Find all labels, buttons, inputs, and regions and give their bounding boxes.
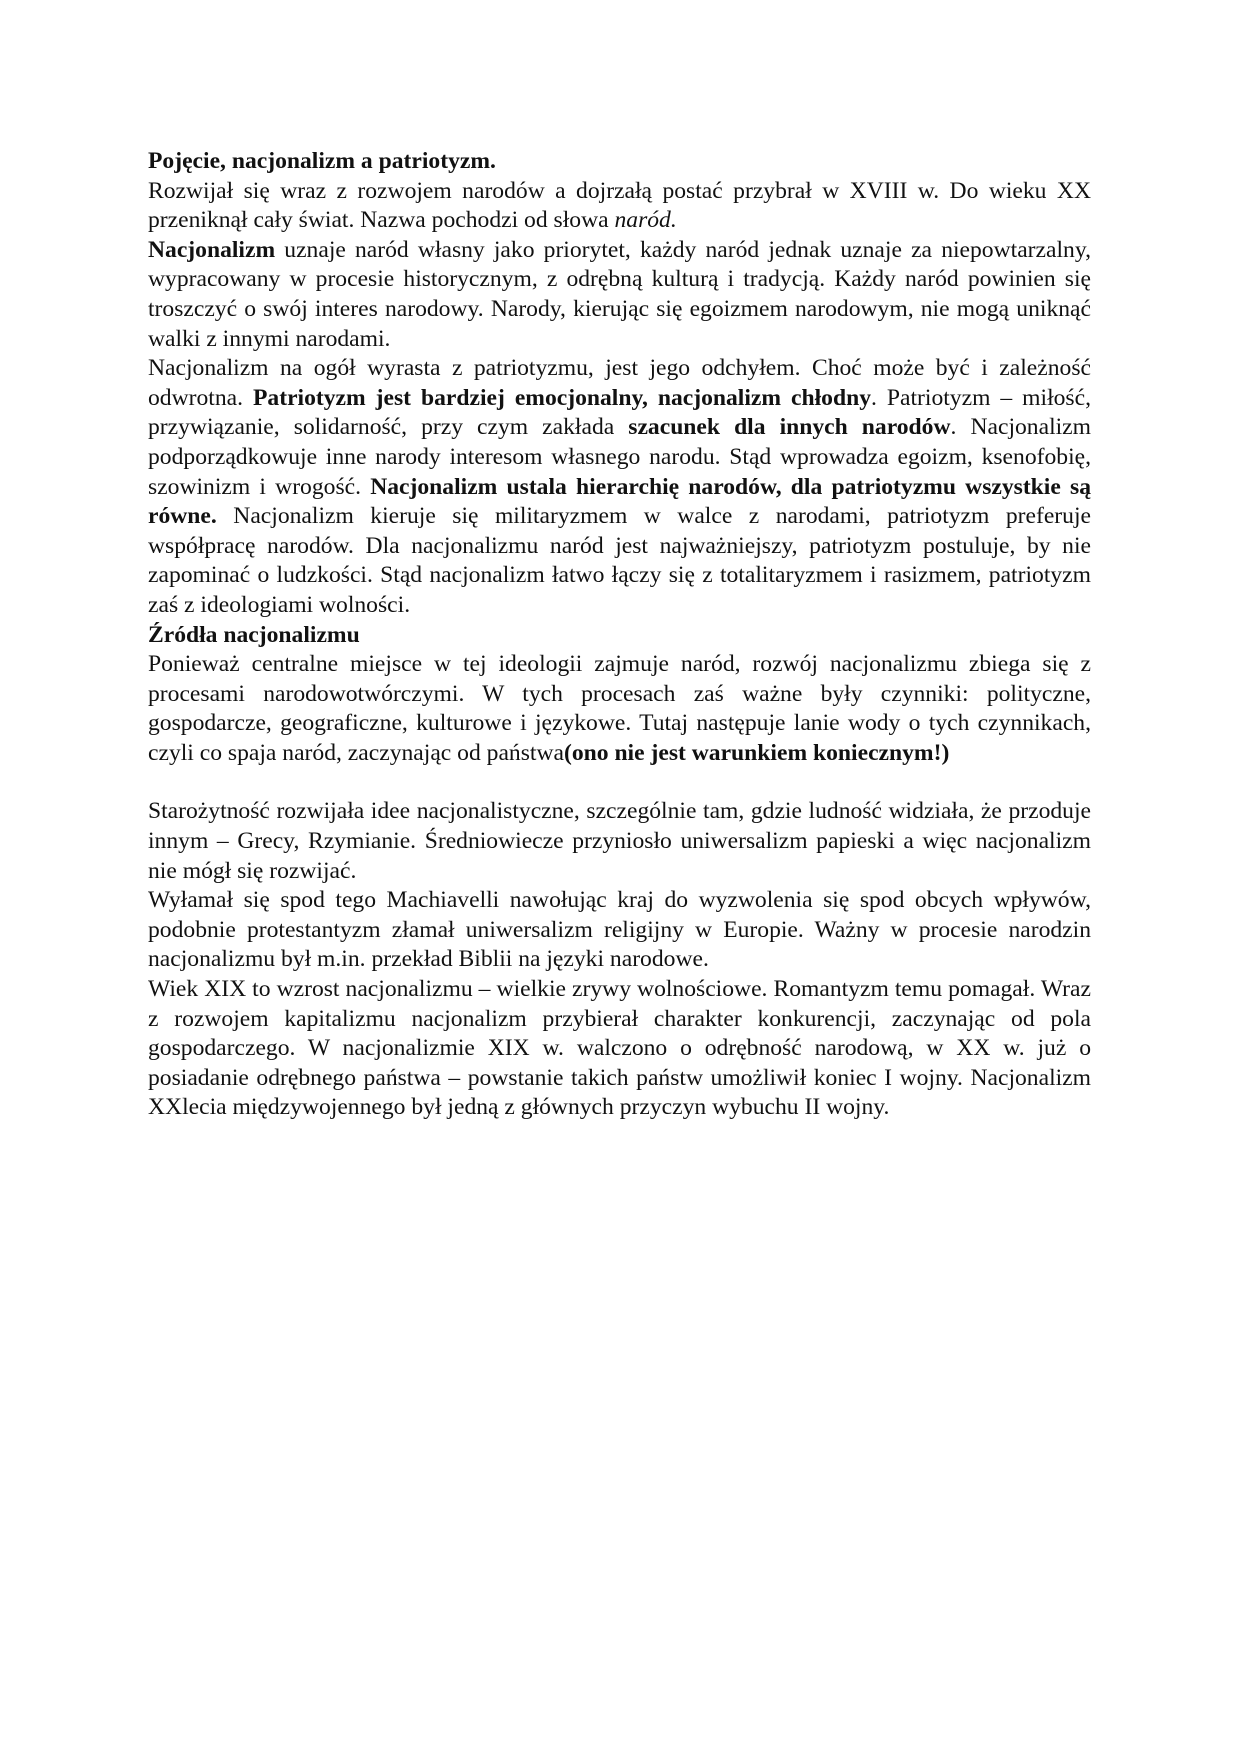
- section-title-sources: Źródła nacjonalizmu: [148, 621, 360, 648]
- paragraph-patriotism-comparison: [148, 354, 1091, 620]
- paragraph-nationalism-definition: [148, 236, 1091, 354]
- paragraph-nineteenth-century: Wiek XIX to wzrost nacjonalizmu – wielkie zrywy wolnościowe. Romantyzm temu pomagał. Wraz z rozwojem kapitalizmu nacjonalizm przybierał charakter konkurencji, zaczynając od pola gospodarczego. W nacjonalizmie XIX w. walczono o odrębność narodową, w XX w. już o posiadanie odrębnego państwa – powstanie takich państw umożliwił koniec I wojny. Nacjonalizm XXlecia międzywojennego był jedną z głównych przyczyn wybuchu II wojny.: [148, 976, 1091, 1121]
- paragraph-origin-text: Rozwijał się wraz z rozwojem narodów a dojrzałą postać przybrał w XVIII w. Do wieku XX przeniknął cały świat. Nazwa pochodzi od słowa: [148, 177, 1091, 234]
- paragraph-nationalism-text: uznaje naród własny jako priorytet, każdy naród jednak uznaje za niepowtarzalny, wypracowany w procesie historycznym, z odrębną kulturą i tradycją. Każdy naród powinien się troszczyć o swój interes narodowy. Narody, kierując się egoizmem narodowym, nie mogą uniknąć walki z innymi narodami.: [148, 236, 1091, 352]
- section-title-concept: Pojęcie, nacjonalizm a patriotyzm.: [148, 148, 496, 174]
- paragraph-spacer: [148, 768, 1091, 797]
- comparison-bold-3: Nacjonalizm ustala hierarchię narodów, dla patriotyzmu wszystkie są równe.: [148, 473, 1092, 530]
- document-body: [148, 147, 1091, 1123]
- paragraph-nation-building: [148, 650, 1091, 768]
- paragraph-origin-italic: naród.: [614, 207, 677, 234]
- comparison-text-4: Nacjonalizm kieruje się militaryzmem w walce z narodami, patriotyzm preferuje współpracę narodów. Dla nacjonalizmu naród jest najważniejszy, patriotyzm postuluje, by nie zapominać o ludzkości. Stąd nacjonalizm łatwo łączy się z totalitaryzmem i rasizmem, patriotyzm zaś z ideologiami wolności.: [148, 503, 1091, 618]
- nation-building-text: Ponieważ centralne miejsce w tej ideologii zajmuje naród, rozwój nacjonalizmu zbiega się z procesami narodowotwórczymi. W tych procesach zaś ważne były czynniki: polityczne, gospodarcze, geograficzne, kulturowe i językowe. Tutaj następuje lanie wody o tych czynnikach, czyli co spaja naród, zaczynając od państwa: [148, 651, 1091, 766]
- paragraph-machiavelli: Wyłamał się spod tego Machiavelli nawołując kraj do wyzwolenia się spod obcych wpływów, podobnie protestantyzm złamał uniwersalizm religijny w Europie. Ważny w procesie narodzin nacjonalizmu był m.in. przekład Biblii na języki narodowe.: [148, 887, 1091, 973]
- comparison-text-2: . Patriotyzm – miłość, przywiązanie, solidarność, przy czym zakłada: [148, 384, 1091, 441]
- comparison-text-1: Nacjonalizm na ogół wyrasta z patriotyzmu, jest jego odchyłem. Choć może być i zależność odwrotna.: [148, 355, 1091, 411]
- paragraph-origin: [148, 177, 1091, 236]
- nation-building-bold: (ono nie jest warunkiem koniecznym!): [563, 739, 950, 766]
- term-nationalism: Nacjonalizm: [148, 236, 276, 263]
- comparison-bold-1: Patriotyzm jest bardziej emocjonalny, nacjonalizm chłodny: [253, 384, 872, 411]
- paragraph-antiquity: Starożytność rozwijała idee nacjonalistyczne, szczególnie tam, gdzie ludność widziała, że przoduje innym – Grecy, Rzymianie. Średniowiecze przyniosło uniwersalizm papieski a więc nacjonalizm nie mógł się rozwijać.: [148, 798, 1091, 884]
- comparison-bold-2: szacunek dla innych narodów: [628, 414, 951, 441]
- comparison-text-3: . Nacjonalizm podporządkowuje inne narody interesom własnego narodu. Stąd wprowadza egoizm, ksenofobię, szowinizm i wrogość.: [148, 414, 1092, 500]
